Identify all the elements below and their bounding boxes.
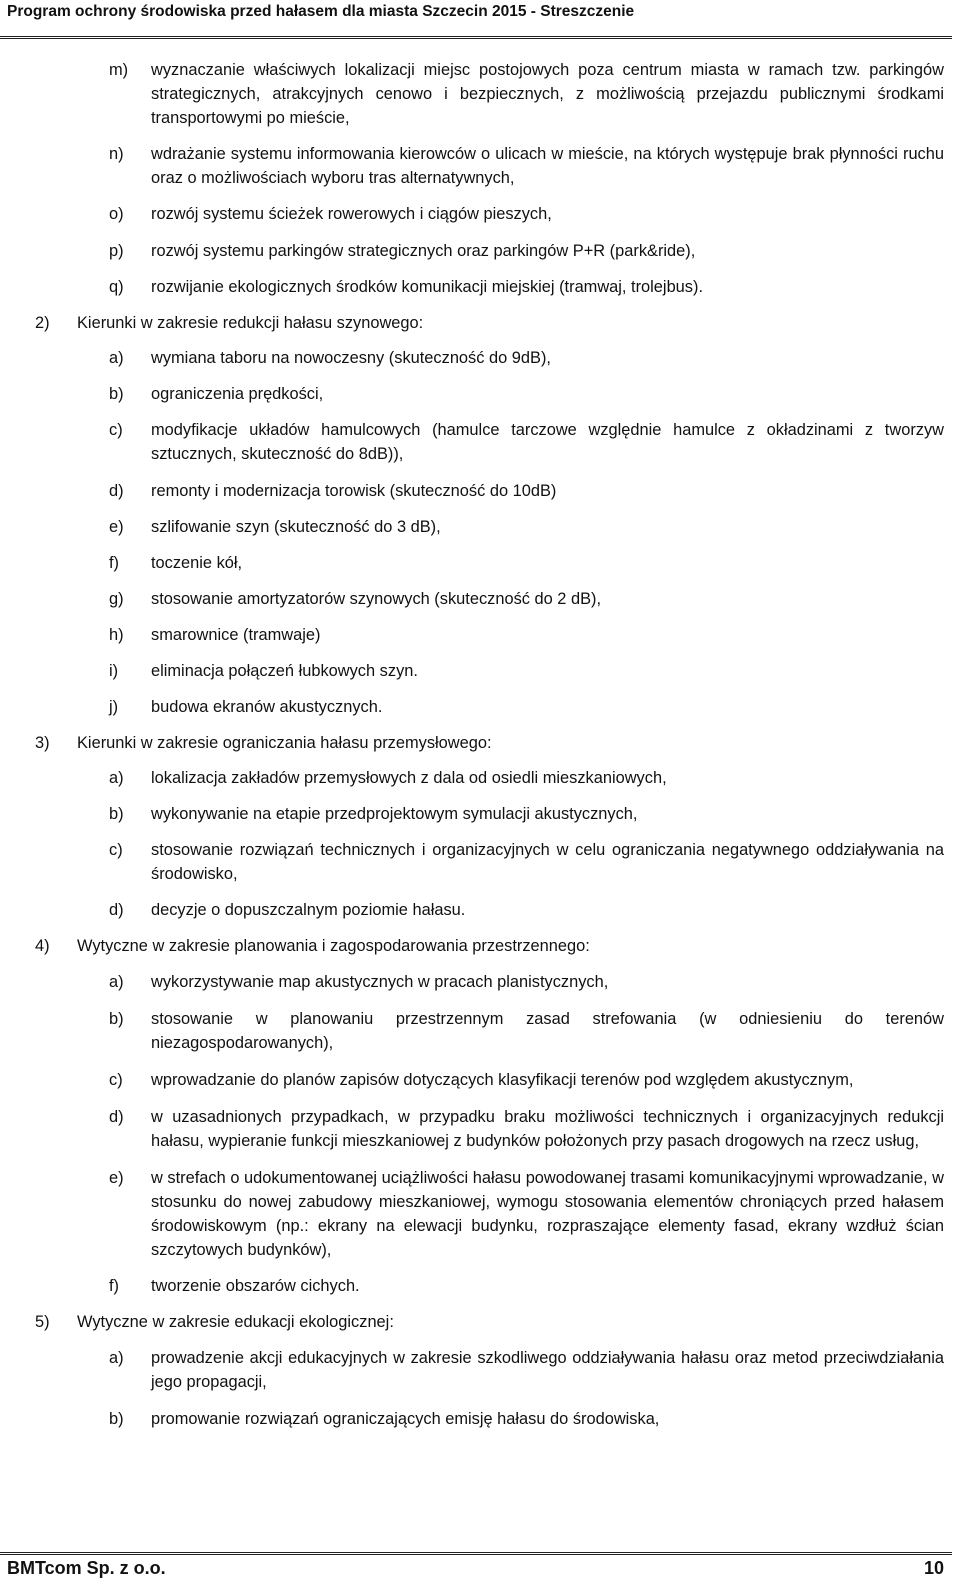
list-item: f) tworzenie obszarów cichych.: [109, 1277, 360, 1295]
list-item: c) stosowanie rozwiązań technicznych i organizacyjnych w celu ograniczania negatywnego oddziaływania na środowisko,: [109, 841, 944, 883]
footer-company: BMTcom Sp. z o.o.: [7, 1558, 166, 1578]
list-item: d) decyzje o dopuszczalnym poziomie hałasu.: [109, 901, 466, 919]
header-divider: [0, 36, 952, 39]
section-heading: 4) Wytyczne w zakresie planowania i zagospodarowania przestrzennego:: [35, 937, 590, 955]
list-item: a) wymiana taboru na nowoczesny (skuteczność do 9dB),: [109, 349, 551, 367]
list-item: m) wyznaczanie właściwych lokalizacji miejsc postojowych poza centrum miasta w ramach tzw. parkingów strategicznych, atrakcyjnych cenowo i bezpiecznych, z możliwością przejazdu publicznymi środkami transportowymi po mieście,: [109, 61, 944, 127]
list-item: b) ograniczenia prędkości,: [109, 385, 324, 403]
list-item: d) remonty i modernizacja torowisk (skuteczność do 10dB): [109, 482, 557, 500]
list-item: g) stosowanie amortyzatorów szynowych (skuteczność do 2 dB),: [109, 590, 602, 608]
list-item: q) rozwijanie ekologicznych środków komunikacji miejskiej (tramwaj, trolejbus).: [109, 278, 704, 296]
section-heading: 3) Kierunki w zakresie ograniczania hałasu przemysłowego:: [35, 734, 492, 752]
list-item: b) stosowanie w planowaniu przestrzennym zasad strefowania (w odniesieniu do terenów niezagospodarowanych),: [109, 1010, 944, 1052]
section-heading: 2) Kierunki w zakresie redukcji hałasu szynowego:: [35, 314, 424, 332]
list-item: b) promowanie rozwiązań ograniczających emisję hałasu do środowiska,: [109, 1410, 660, 1428]
footer-divider: [0, 1552, 952, 1555]
list-item: o) rozwój systemu ścieżek rowerowych i ciągów pieszych,: [109, 205, 552, 223]
list-item: p) rozwój systemu parkingów strategicznych oraz parkingów P+R (park&ride),: [109, 242, 696, 260]
list-item: e) szlifowanie szyn (skuteczność do 3 dB),: [109, 518, 441, 536]
list-item: a) wykorzystywanie map akustycznych w pracach planistycznych,: [109, 973, 609, 991]
list-item: f) toczenie kół,: [109, 554, 243, 572]
list-item: c) wprowadzanie do planów zapisów dotyczących klasyfikacji terenów pod względem akustycznym,: [109, 1071, 854, 1089]
list-item: a) prowadzenie akcji edukacyjnych w zakresie szkodliwego oddziaływania hałasu oraz metod przeciwdziałania jego propagacji,: [109, 1349, 944, 1391]
list-item: b) wykonywanie na etapie przedprojektowym symulacji akustycznych,: [109, 805, 638, 823]
header-title: Program ochrony środowiska przed hałasem dla miasta Szczecin 2015 - Streszczenie: [7, 3, 635, 20]
list-item: a) lokalizacja zakładów przemysłowych z dala od osiedli mieszkaniowych,: [109, 769, 667, 787]
page-number: 10: [923, 1558, 944, 1578]
section-heading: 5) Wytyczne w zakresie edukacji ekologicznej:: [35, 1313, 394, 1331]
list-item: c) modyfikacje układów hamulcowych (hamulce tarczowe względnie hamulce z okładzinami z tworzyw sztucznych, skuteczność do 8dB)),: [109, 421, 944, 463]
document-body: [0, 58, 960, 1443]
list-item: i) eliminacja połączeń łubkowych szyn.: [109, 662, 418, 680]
page-header: [0, 0, 960, 36]
list-item: h) smarownice (tramwaje): [109, 626, 321, 644]
list-item: e) w strefach o udokumentowanej uciążliwości hałasu powodowanej trasami komunikacyjnymi wprowadzanie, w stosunku do nowej zabudowy mieszkaniowej, wymogu stosowania elementów chroniących przed hałasem środowiskowym (np.: ekrany na elewacji budynku, rozpraszające elementy fasad, ekrany wzdłuż ścian szczytowych budynków),: [109, 1169, 944, 1259]
list-item: j) budowa ekranów akustycznych.: [109, 698, 383, 716]
list-item: n) wdrażanie systemu informowania kierowców o ulicach w mieście, na których występuje brak płynności ruchu oraz o możliwościach wyboru tras alternatywnych,: [109, 145, 944, 187]
list-item: d) w uzasadnionych przypadkach, w przypadku braku możliwości technicznych i organizacyjnych redukcji hałasu, wypieranie funkcji mieszkaniowej z budynków położonych przy pasach drogowych na rzecz usług,: [109, 1108, 944, 1150]
